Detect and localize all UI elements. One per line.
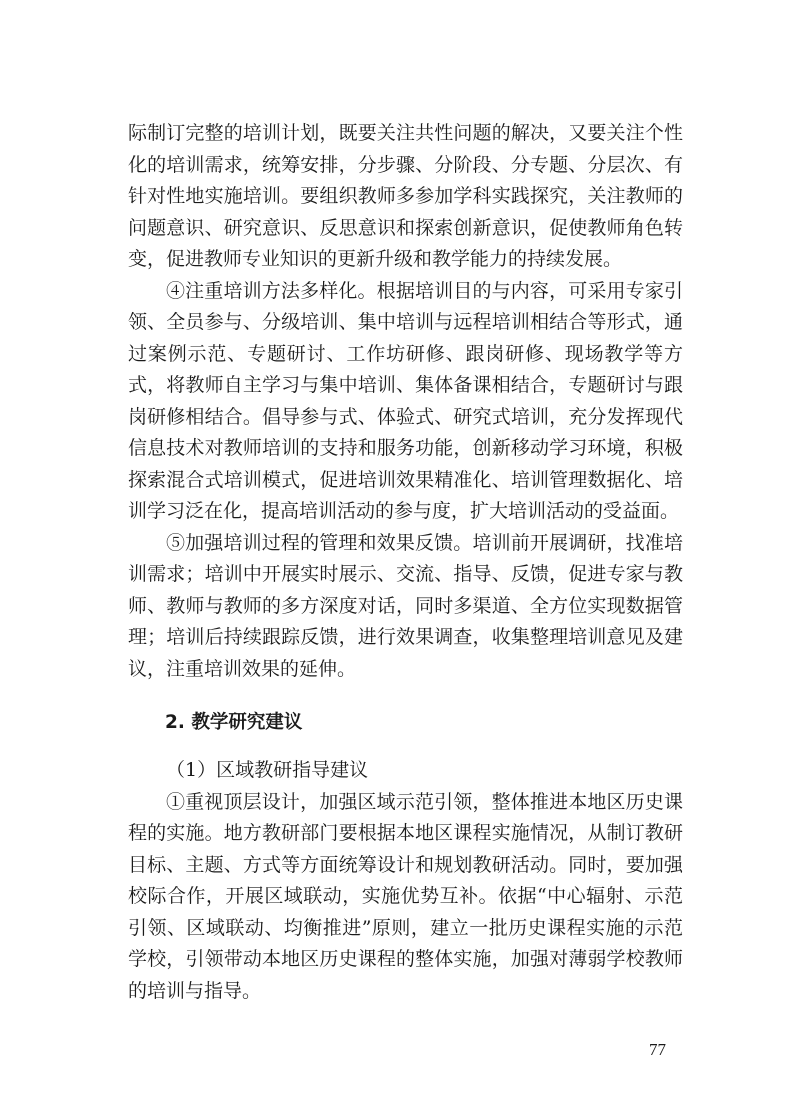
paragraph-regional-guidance: ①重视顶层设计，加强区域示范引领，整体推进本地区历史课程的实施。地方教研部门要根据本地区课程实施情况，从制订教研目标、主题、方式等方面统筹设计和规划教研活动。同时，要加强校际合作，开展区域联动，实施优势互补。依据“中心辐射、示范引领、区域联动、均衡推进”原则，建立一批历史课程实施的示范学校，引领带动本地区历史课程的整体实施，加强对薄弱学校教师的培训与指导。: [128, 790, 683, 1002]
section-heading: 2. 教学研究建议: [165, 712, 303, 733]
paragraph-training-feedback: ⑤加强培训过程的管理和效果反馈。培训前开展调研，找准培训需求；培训中开展实时展示、交流、指导、反馈，促进专家与教师、教师与教师的多方深度对话，同时多渠道、全方位实现数据管理；培训后持续跟踪反馈，进行效果调查，收集整理培训意见及建议，注重培训效果的延伸。: [128, 531, 683, 680]
subheading: （1）区域教研指导建议: [166, 759, 369, 781]
paragraph-training-methods: ④注重培训方法多样化。根据培训目的与内容，可采用专家引领、全员参与、分级培训、集中培训与远程培训相结合等形式，通过案例示范、专题研讨、工作坊研修、跟岗研修、现场教学等方式，将教师自主学习与集中培训、集体备课相结合，专题研讨与跟岗研修相结合。倡导参与式、体验式、研究式培训，充分发挥现代信息技术对教师培训的支持和服务功能，创新移动学习环境，积极探索混合式培训模式，促进培训效果精准化、培训管理数据化、培训学习泛在化，提高培训活动的参与度，扩大培训活动的受益面。: [128, 279, 683, 522]
body-text: [128, 118, 683, 1007]
page-number: 77: [649, 1040, 666, 1059]
paragraph-training-plan: 际制订完整的培训计划，既要关注共性问题的解决，又要关注个性化的培训需求，统筹安排，分步骤、分阶段、分专题、分层次、有针对性地实施培训。要组织教师多参加学科实践探究，关注教师的问题意识、研究意识、反思意识和探索创新意识，促使教师角色转变，促进教师专业知识的更新升级和教学能力的持续发展。: [128, 122, 683, 270]
